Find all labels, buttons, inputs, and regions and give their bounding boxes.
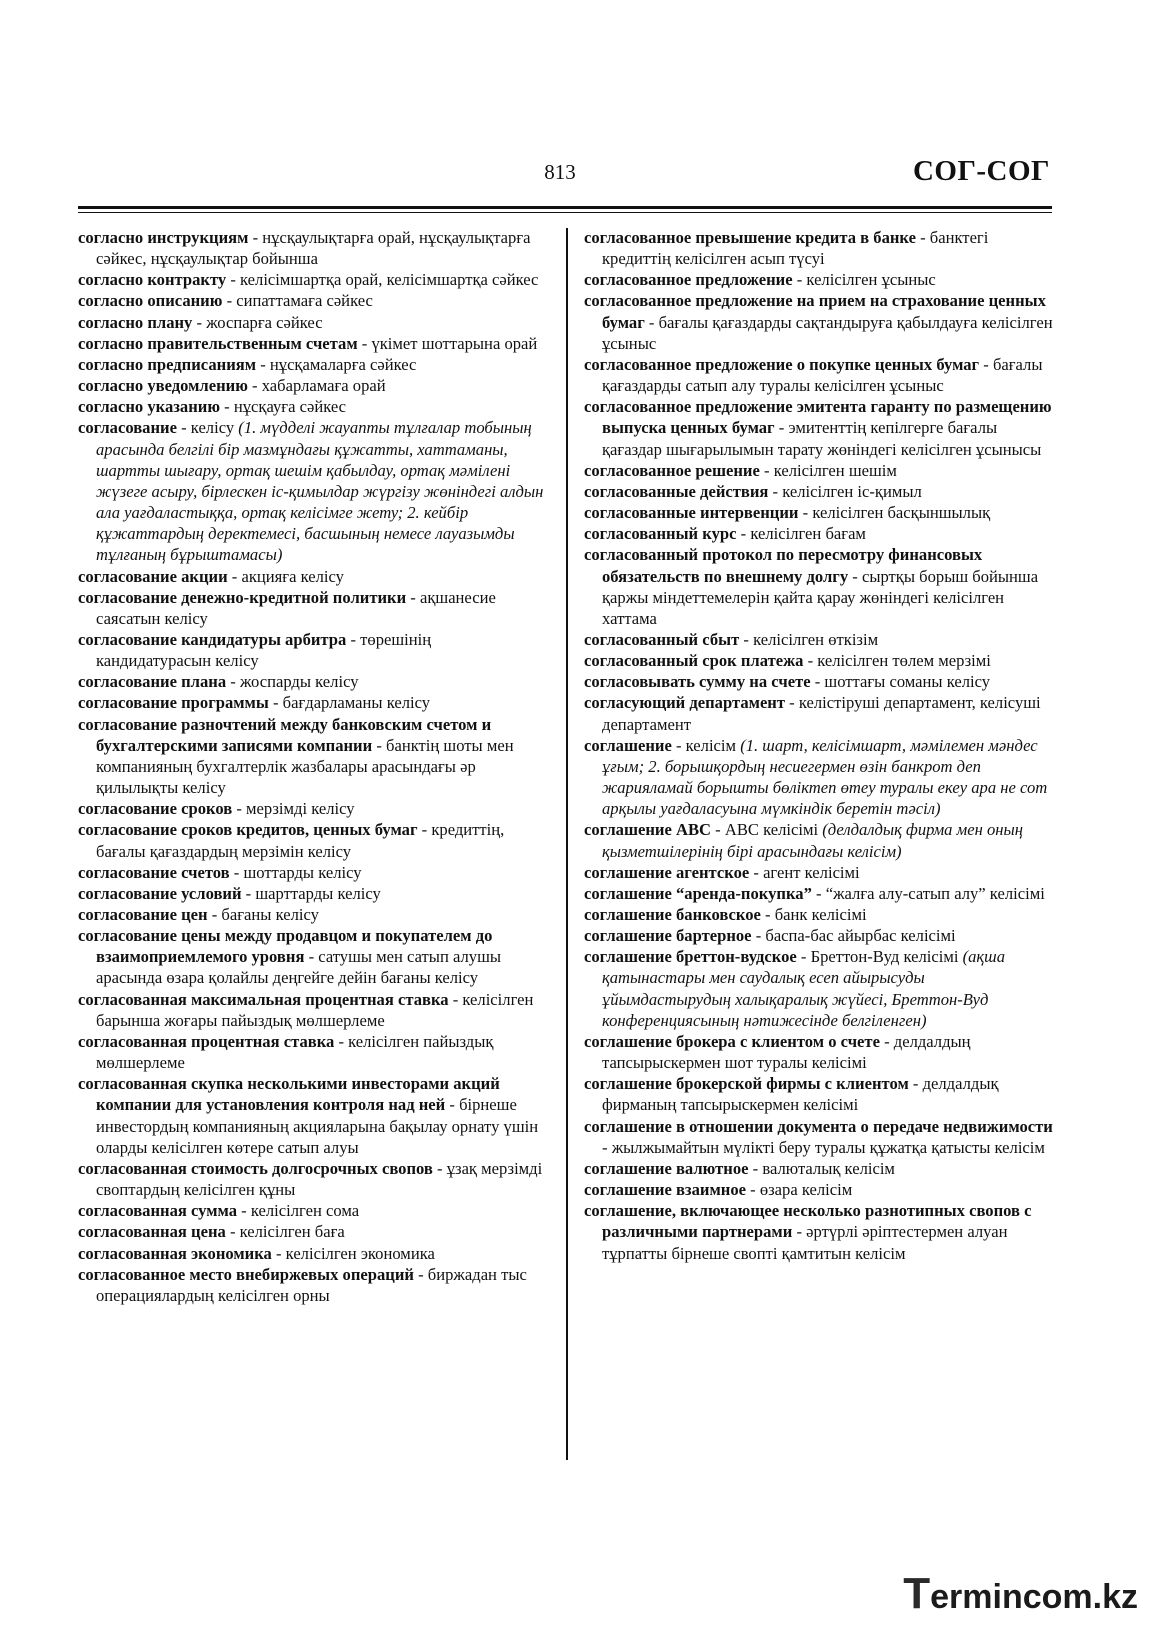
entry-note: (1. шарт, келісімшарт, мәмілемен мәндес ұғым; 2. борышқордың несиегермен өзін банкрот деп жарияламай борышты бөліктеп өтеу туралы екеу ара не сот арқылы уағдаласуына мүмкіндік беретін тәсіл) — [602, 735, 1048, 819]
entry-definition: бағалы қағаздарды сатып алу туралы келісілген ұсыныс — [602, 354, 1043, 396]
entry-separator: - — [759, 460, 774, 480]
dictionary-entry — [584, 946, 1054, 1031]
dictionary-entry — [78, 1221, 548, 1242]
dictionary-entry — [584, 819, 1054, 861]
entry-note: (1. мүдделі жауапты тұлғалар тобының арасында белгілі бір мазмұндағы құжатты, хаттаманы, шартты шығару, ортақ шешім қабылдау, ортақ мәмілені жүзеге асыру, бірлескен іс-қимылдар жүргізу жөніндегі алдын ала уағдаластыққа, ортақ келісімге жету; 2. кейбір құжаттардың деректемесі, басшының немесе лауазымды тұлғаның бұрыштамасы) — [96, 418, 544, 565]
entry-definition: валюталық келісім — [762, 1158, 895, 1178]
dictionary-entry — [78, 1264, 548, 1306]
entry-definition: жоспарға сәйкес — [206, 312, 323, 332]
dictionary-entry — [78, 819, 548, 861]
dictionary-entry — [584, 1073, 1054, 1115]
entry-definition: Бреттон-Вуд келісімі — [810, 947, 963, 967]
entry-separator: - — [176, 418, 191, 438]
running-head: СОГ-СОГ — [912, 155, 1050, 187]
entry-separator: - — [241, 883, 256, 903]
entry-definition: “жалға алу-сатып алу” келісімі — [825, 883, 1045, 903]
dictionary-entry — [584, 523, 1054, 544]
entry-definition: банктің шоты мен компанияның бухгалтерлік жазбалары арасындағы әр қилылықты келісу — [96, 735, 514, 798]
entry-definition: келісілген баға — [239, 1222, 345, 1242]
page-number: 813 — [544, 160, 576, 184]
entry-separator: - — [792, 270, 807, 290]
entry-term: согласованное предложение эмитента гаранту по размещению выпуска ценных бумаг — [584, 397, 1052, 438]
entry-term: согласование сроков — [78, 799, 233, 819]
entry-term: согласно инструкциям — [78, 228, 249, 247]
entry-term: согласно описанию — [78, 291, 223, 311]
entry-separator: - — [749, 862, 764, 882]
entry-separator: - — [334, 1031, 349, 1051]
entry-term: согласованная максимальная процентная ставка — [78, 989, 449, 1009]
entry-term: согласование — [78, 418, 177, 438]
entry-definition: сипаттамаға сәйкес — [236, 291, 373, 311]
entry-definition: кредиттің, бағалы қағаздардың мерзімін келісу — [96, 820, 505, 861]
entry-separator: - — [229, 862, 244, 882]
entry-term: согласованное превышение кредита в банке — [584, 228, 916, 247]
entry-term: согласованное решение — [584, 460, 760, 480]
dictionary-entry — [78, 269, 548, 290]
entry-term: согласованная сумма — [78, 1201, 238, 1221]
dictionary-entry — [78, 227, 548, 269]
entry-term: соглашение валютное — [584, 1158, 749, 1178]
entry-separator: - — [237, 1201, 251, 1221]
entry-definition: өзара келісім — [759, 1180, 853, 1200]
entry-definition: келісілген ұсыныс — [806, 270, 936, 290]
entry-separator: - — [226, 270, 241, 290]
dictionary-entry — [78, 1243, 548, 1264]
entry-separator: - — [979, 354, 993, 374]
entry-term: соглашение “аренда-покупка” — [584, 883, 812, 903]
entry-separator: - — [908, 1074, 923, 1094]
entry-separator: - — [247, 376, 262, 396]
entry-term: согласованные интервенции — [584, 503, 799, 523]
entry-definition: жылжымайтын мүлікті беру туралы құжатқа қатысты келісім — [611, 1137, 1045, 1157]
entry-term: соглашение брокерской фирмы с клиентом — [584, 1074, 909, 1094]
dictionary-entry — [78, 587, 548, 629]
entry-separator: - — [248, 228, 263, 247]
entry-term: соглашение в отношении документа о передаче недвижимости — [584, 1116, 1053, 1136]
entry-definition: келісімшартқа орай, келісімшартқа сәйкес — [240, 270, 539, 290]
site-watermark-logo: Termincom.kz — [903, 1569, 1138, 1618]
dictionary-entry — [584, 269, 1054, 290]
dictionary-entry — [78, 290, 548, 311]
entry-term: согласованная процентная ставка — [78, 1031, 335, 1051]
entry-definition: АВС келісімі — [724, 820, 823, 840]
entry-separator: - — [796, 947, 811, 967]
entry-definition: шоттағы соманы келісу — [824, 672, 991, 692]
entry-definition: делдалдың тапсырыскермен шот туралы келісімі — [602, 1031, 971, 1073]
dictionary-entry — [584, 671, 1054, 692]
dictionary-entry — [78, 714, 548, 799]
dictionary-entry — [78, 1158, 548, 1200]
dictionary-entry — [584, 227, 1054, 269]
entry-separator: - — [848, 566, 862, 586]
entry-definition: нұсқауға сәйкес — [233, 397, 346, 417]
dictionary-entry — [584, 629, 1054, 650]
entry-term: согласованный курс — [584, 524, 737, 544]
entry-term: соглашение взаимное — [584, 1180, 746, 1200]
entry-separator: - — [346, 629, 361, 649]
entry-separator: - — [222, 291, 237, 311]
entry-definition: нұсқамаларға сәйкес — [269, 354, 417, 374]
dictionary-entry — [584, 1158, 1054, 1179]
entry-separator: - — [774, 418, 789, 438]
entry-separator: - — [811, 883, 826, 903]
entry-definition: келісілген төлем мерзімі — [817, 651, 991, 671]
entry-separator: - — [760, 905, 775, 924]
entry-separator: - — [304, 947, 319, 967]
dictionary-entry — [584, 692, 1054, 734]
entry-separator: - — [644, 312, 659, 332]
dictionary-entry — [584, 650, 1054, 671]
dictionary-entry — [78, 333, 548, 354]
entry-definition: келісілген басқыншылық — [812, 503, 991, 523]
dictionary-entry — [78, 883, 548, 904]
dictionary-entry — [78, 417, 548, 565]
entry-term: соглашение агентское — [584, 862, 750, 882]
entry-separator: - — [739, 629, 754, 649]
dictionary-entry — [78, 798, 548, 819]
entry-term: соглашение — [584, 735, 672, 755]
dictionary-entry — [78, 1073, 548, 1158]
entry-term: согласование плана — [78, 672, 227, 692]
entry-term: согласующий департамент — [584, 693, 786, 713]
header-rule-thick — [78, 206, 1052, 209]
entry-term: согласованный срок платежа — [584, 651, 804, 671]
entry-separator: - — [271, 1243, 286, 1263]
entry-definition: агент келісімі — [763, 862, 860, 882]
entry-definition: келісу — [190, 418, 239, 438]
dictionary-entry — [78, 671, 548, 692]
entry-term: согласно плану — [78, 312, 193, 332]
entry-term: соглашение банковское — [584, 905, 761, 924]
entry-term: согласованный сбыт — [584, 629, 740, 649]
entry-term: соглашение брокера с клиентом о счете — [584, 1031, 880, 1051]
entry-definition: жоспарды келісу — [239, 672, 359, 692]
dictionary-entry — [78, 904, 548, 925]
entry-term: согласованное предложение — [584, 270, 793, 290]
entry-term: согласно уведомлению — [78, 376, 248, 396]
entry-separator: - — [602, 1137, 612, 1157]
entry-term: согласование акции — [78, 566, 228, 586]
entry-separator: - — [915, 228, 930, 247]
entry-separator: - — [448, 989, 463, 1009]
entry-term: согласно правительственным счетам — [78, 333, 358, 353]
entry-definition: шарттарды келісу — [255, 883, 381, 903]
entry-term: согласовывать сумму на счете — [584, 672, 811, 692]
entry-definition: акцияға келісу — [241, 566, 344, 586]
dictionary-entry — [78, 862, 548, 883]
entry-term: согласование счетов — [78, 862, 230, 882]
entry-separator: - — [792, 1222, 807, 1242]
entry-separator: - — [406, 587, 420, 607]
dictionary-entry — [78, 925, 548, 988]
entry-separator: - — [413, 1264, 428, 1284]
dictionary-entry — [78, 989, 548, 1031]
entry-separator: - — [748, 1158, 763, 1178]
entry-note: (ақша қатынастары мен саудалық есеп айырысуды ұйымдастырудың халықаралық жүйесі, Бреттон-Вуд конференциясының нәтижесінде белгіленген) — [602, 947, 1006, 1030]
entry-term: соглашение, включающее несколько разнотипных свопов с различными партнерами — [584, 1201, 1032, 1242]
entry-term: согласованное место внебиржевых операций — [78, 1264, 414, 1284]
dictionary-entry — [584, 925, 1054, 946]
entry-term: согласно предписаниям — [78, 354, 257, 374]
entry-definition: үкімет шоттарына орай — [371, 333, 538, 353]
entry-separator: - — [745, 1180, 760, 1200]
entry-separator: - — [268, 693, 283, 713]
entry-definition: бағалы қағаздарды сақтандыруға қабылдауға келісілген ұсыныс — [602, 312, 1053, 353]
entry-term: согласование цен — [78, 905, 208, 924]
entry-separator: - — [232, 799, 247, 819]
entry-term: согласование денежно-кредитной политики — [78, 587, 407, 607]
entry-separator: - — [671, 735, 686, 755]
column-divider — [566, 228, 568, 1460]
entry-term: согласование разночтений между банковским счетом и бухгалтерскими записями компании — [78, 714, 492, 755]
dictionary-entry — [584, 502, 1054, 523]
entry-definition: келісілген барынша жоғары пайыздық мөлшерлеме — [96, 989, 534, 1030]
entry-definition: делдалдық фирманың тапсырыскермен келісімі — [602, 1074, 999, 1115]
entry-separator: - — [207, 905, 222, 924]
entry-definition: келісілген сома — [250, 1201, 360, 1221]
entry-term: согласование кандидатуры арбитра — [78, 629, 347, 649]
entry-definition: баспа-бас айырбас келісімі — [765, 926, 956, 946]
entry-separator: - — [785, 693, 799, 713]
dictionary-entry — [78, 566, 548, 587]
dictionary-entry — [584, 290, 1054, 353]
entry-definition: келісілген іс-қимыл — [782, 481, 922, 501]
entry-separator: - — [751, 926, 766, 946]
dictionary-entry — [78, 312, 548, 333]
dictionary-entry — [584, 862, 1054, 883]
entry-term: согласованная стоимость долгосрочных свопов — [78, 1158, 433, 1178]
dictionary-entry — [78, 375, 548, 396]
entry-separator: - — [225, 1222, 240, 1242]
entry-definition: әртүрлі әріптестермен алуан тұрпатты бірнеше своптi қамтитын келісім — [602, 1222, 1008, 1263]
entry-definition: эмитенттің кепілгерге бағалы қағаздар шығарылымын тарату жөніндегі келісілген ұсынысы — [602, 418, 1042, 459]
dictionary-entry — [584, 460, 1054, 481]
entry-definition: сатушы мен сатып алушы арасында өзара қолайлы деңгейге дейін бағаны келісу — [96, 947, 501, 988]
entry-definition: бірнеше инвестордың компанияның акцияларына бақылау орнату үшін оларды келісілген көтере сатып алуы — [96, 1095, 539, 1157]
dictionary-entry — [78, 354, 548, 375]
entry-definition: банктегі кредиттің келісілген асып түсуі — [602, 228, 989, 269]
entry-separator: - — [711, 820, 725, 840]
dictionary-entry — [584, 1200, 1054, 1263]
entry-term: согласование условий — [78, 883, 242, 903]
entry-separator: - — [879, 1031, 894, 1051]
entry-definition: төрешінің кандидатурасын келісу — [96, 629, 432, 671]
entry-definition: биржадан тыс операциялардың келісілген орны — [96, 1264, 527, 1305]
entry-term: согласование цены между продавцом и покупателем до взаимоприемлемого уровня — [78, 926, 493, 967]
entry-definition: ақшанесие саясатын келісу — [96, 587, 496, 628]
entry-separator: - — [227, 566, 242, 586]
entry-term: согласованное предложение о покупке ценных бумаг — [584, 354, 980, 374]
dictionary-entry — [584, 1031, 1054, 1073]
entry-definition: келісілген бағам — [750, 524, 866, 544]
right-column — [584, 227, 1054, 1264]
entry-term: согласованная скупка несколькими инвесторами акций компании для установления контроля над ней — [78, 1074, 500, 1115]
entry-term: согласование сроков кредитов, ценных бумаг — [78, 820, 418, 840]
entry-separator: - — [810, 672, 825, 692]
entry-separator: - — [220, 397, 234, 417]
entry-term: соглашение бреттон-вудское — [584, 947, 797, 967]
dictionary-entry — [584, 904, 1054, 925]
dictionary-entry — [584, 354, 1054, 396]
dictionary-entry — [584, 883, 1054, 904]
entry-separator: - — [736, 524, 751, 544]
entry-separator: - — [432, 1158, 447, 1178]
entry-definition: ұзақ мерзімді своптардың келісілген құны — [96, 1158, 543, 1200]
left-column — [78, 227, 548, 1306]
dictionary-entry — [584, 396, 1054, 459]
entry-definition: келісім — [685, 735, 741, 755]
entry-term: соглашение АВС — [584, 820, 712, 840]
entry-separator: - — [357, 333, 372, 353]
dictionary-entry — [78, 396, 548, 417]
entry-definition: банк келісімі — [774, 905, 867, 924]
entry-term: согласование программы — [78, 693, 269, 713]
entry-separator: - — [803, 651, 818, 671]
entry-separator: - — [417, 820, 432, 840]
entry-term: согласно контракту — [78, 270, 227, 290]
entry-separator: - — [256, 354, 270, 374]
entry-definition: шоттарды келісу — [243, 862, 362, 882]
entry-term: соглашение бартерное — [584, 926, 752, 946]
entry-note: (делдалдық фирма мен оның қызметшілерінің бірі арасындағы келісім) — [602, 820, 1023, 861]
entry-separator: - — [768, 481, 783, 501]
dictionary-entry — [584, 1179, 1054, 1200]
entry-term: согласованная экономика — [78, 1243, 272, 1263]
entry-definition: хабарламаға орай — [261, 376, 386, 396]
dictionary-entry — [78, 1031, 548, 1073]
entry-definition: келісілген өткізім — [753, 629, 879, 649]
entry-separator: - — [226, 672, 240, 692]
entry-term: согласованные действия — [584, 481, 769, 501]
entry-definition: келісілген пайыздық мөлшерлеме — [96, 1031, 494, 1073]
entry-term: согласно указанию — [78, 397, 221, 417]
entry-separator: - — [192, 312, 207, 332]
entry-term: согласованное предложение на прием на страхование ценных бумаг — [584, 291, 1046, 332]
entry-definition: мерзімді келісу — [246, 799, 355, 819]
dictionary-entry — [78, 629, 548, 671]
entry-separator: - — [372, 735, 387, 755]
entry-definition: келістіруші департамент, келісуші департамент — [602, 693, 1041, 734]
dictionary-entry — [584, 544, 1054, 629]
entry-term: согласованная цена — [78, 1222, 226, 1242]
entry-definition: сыртқы борыш бойынша қаржы міндеттемелерін қайта қарау жөніндегі келісілген хаттама — [602, 566, 1039, 628]
entry-separator: - — [798, 503, 813, 523]
dictionary-entry — [78, 1200, 548, 1221]
entry-definition: бағдарламаны келісу — [282, 693, 431, 713]
header-rule-thin — [78, 212, 1052, 213]
dictionary-entry — [584, 481, 1054, 502]
entry-definition: бағаны келісу — [221, 905, 319, 924]
entry-separator: - — [445, 1095, 460, 1115]
entry-definition: нұсқаулықтарға орай, нұсқаулықтарға сәйкес, нұсқаулықтар бойынша — [96, 228, 531, 269]
dictionary-entry — [584, 1116, 1054, 1158]
dictionary-entry — [584, 735, 1054, 820]
entry-definition: келісілген шешім — [773, 460, 897, 480]
entry-definition: келісілген экономика — [285, 1243, 435, 1263]
entry-term: согласованный протокол по пересмотру финансовых обязательств по внешнему долгу — [584, 545, 983, 586]
dictionary-entry — [78, 692, 548, 713]
